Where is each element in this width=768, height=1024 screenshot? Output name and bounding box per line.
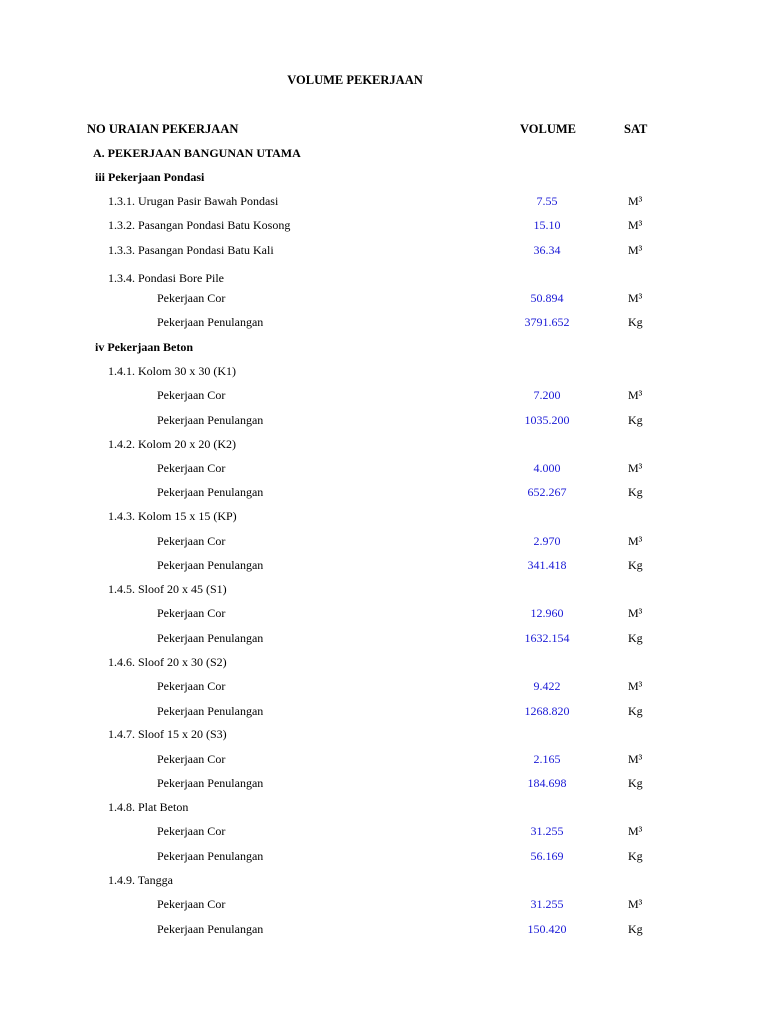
table-row xyxy=(0,582,768,600)
unit-value: Kg xyxy=(628,413,643,427)
work-item-label: Pekerjaan Cor xyxy=(157,752,226,766)
table-row xyxy=(0,509,768,527)
volume-value: 12.960 xyxy=(530,606,564,620)
unit-value: M³ xyxy=(628,194,643,208)
table-row xyxy=(0,388,768,406)
work-item-label: 1.4.3. Kolom 15 x 15 (KP) xyxy=(108,509,237,523)
work-item-label: Pekerjaan Cor xyxy=(157,461,226,475)
volume-value: 652.267 xyxy=(527,485,567,499)
work-item-label: Pekerjaan Penulangan xyxy=(157,922,264,936)
unit-value: M³ xyxy=(628,388,643,402)
table-row xyxy=(0,194,768,212)
table-row xyxy=(0,340,768,358)
group-heading: iv Pekerjaan Beton xyxy=(95,340,193,354)
table-row xyxy=(0,752,768,770)
table-row xyxy=(0,606,768,624)
work-item-label: Pekerjaan Cor xyxy=(157,388,226,402)
table-row xyxy=(0,437,768,455)
volume-value: 31.255 xyxy=(530,897,564,911)
work-item-label: Pekerjaan Cor xyxy=(157,824,226,838)
table-row xyxy=(0,727,768,745)
work-item-label: Pekerjaan Cor xyxy=(157,679,226,693)
table-row xyxy=(0,655,768,673)
unit-value: Kg xyxy=(628,704,643,718)
work-item-label: 1.4.9. Tangga xyxy=(108,873,173,887)
table-row xyxy=(0,170,768,188)
table-row xyxy=(0,461,768,479)
work-item-label: 1.3.2. Pasangan Pondasi Batu Kosong xyxy=(108,218,291,232)
unit-value: M³ xyxy=(628,461,643,475)
volume-value: 150.420 xyxy=(527,922,567,936)
table-row xyxy=(0,485,768,503)
unit-value: M³ xyxy=(628,243,643,257)
table-row xyxy=(0,534,768,552)
header-no-uraian: NO URAIAN PEKERJAAN xyxy=(87,122,239,136)
section-heading: A. PEKERJAAN BANGUNAN UTAMA xyxy=(93,146,301,160)
header-satuan: SAT xyxy=(624,122,648,136)
table-row xyxy=(0,218,768,236)
work-item-label: Pekerjaan Penulangan xyxy=(157,776,264,790)
volume-value: 9.422 xyxy=(533,679,561,693)
volume-value: 3791.652 xyxy=(524,315,570,329)
header-volume: VOLUME xyxy=(520,122,576,136)
table-row xyxy=(0,271,768,289)
table-row xyxy=(0,364,768,382)
unit-value: M³ xyxy=(628,897,643,911)
work-item-label: Pekerjaan Penulangan xyxy=(157,485,264,499)
volume-value: 1268.820 xyxy=(524,704,570,718)
table-row xyxy=(0,631,768,649)
unit-value: Kg xyxy=(628,558,643,572)
document-title: VOLUME PEKERJAAN xyxy=(287,73,423,87)
work-item-label: 1.3.1. Urugan Pasir Bawah Pondasi xyxy=(108,194,279,208)
unit-value: Kg xyxy=(628,849,643,863)
work-item-label: Pekerjaan Penulangan xyxy=(157,849,264,863)
table-row xyxy=(0,849,768,867)
work-item-label: 1.4.7. Sloof 15 x 20 (S3) xyxy=(108,727,227,741)
group-heading: iii Pekerjaan Pondasi xyxy=(95,170,205,184)
work-item-label: Pekerjaan Penulangan xyxy=(157,631,264,645)
table-row xyxy=(0,558,768,576)
unit-value: Kg xyxy=(628,776,643,790)
table-row xyxy=(0,413,768,431)
volume-value: 56.169 xyxy=(530,849,564,863)
table-row xyxy=(0,704,768,722)
volume-value: 7.200 xyxy=(533,388,561,402)
table-row xyxy=(0,291,768,309)
work-item-label: 1.3.4. Pondasi Bore Pile xyxy=(108,271,224,285)
volume-value: 4.000 xyxy=(533,461,561,475)
volume-value: 31.255 xyxy=(530,824,564,838)
table-row xyxy=(0,824,768,842)
work-item-label: 1.4.8. Plat Beton xyxy=(108,800,189,814)
table-row xyxy=(0,679,768,697)
unit-value: M³ xyxy=(628,606,643,620)
volume-value: 1632.154 xyxy=(524,631,570,645)
volume-value: 184.698 xyxy=(527,776,567,790)
work-item-label: Pekerjaan Penulangan xyxy=(157,558,264,572)
volume-value: 2.165 xyxy=(533,752,561,766)
unit-value: M³ xyxy=(628,824,643,838)
volume-value: 1035.200 xyxy=(524,413,570,427)
work-item-label: Pekerjaan Cor xyxy=(157,291,226,305)
unit-value: M³ xyxy=(628,752,643,766)
work-item-label: Pekerjaan Cor xyxy=(157,534,226,548)
volume-value: 2.970 xyxy=(533,534,561,548)
unit-value: M³ xyxy=(628,218,643,232)
work-item-label: Pekerjaan Penulangan xyxy=(157,704,264,718)
volume-value: 50.894 xyxy=(530,291,564,305)
table-row xyxy=(0,243,768,261)
unit-value: M³ xyxy=(628,291,643,305)
volume-value: 15.10 xyxy=(533,218,561,232)
work-item-label: 1.4.5. Sloof 20 x 45 (S1) xyxy=(108,582,227,596)
work-item-label: 1.4.6. Sloof 20 x 30 (S2) xyxy=(108,655,227,669)
table-row xyxy=(0,897,768,915)
work-item-label: 1.4.2. Kolom 20 x 20 (K2) xyxy=(108,437,236,451)
work-item-label: Pekerjaan Cor xyxy=(157,897,226,911)
work-item-label: Pekerjaan Penulangan xyxy=(157,315,264,329)
table-row xyxy=(0,146,768,164)
work-item-label: Pekerjaan Cor xyxy=(157,606,226,620)
unit-value: Kg xyxy=(628,922,643,936)
work-item-label: 1.4.1. Kolom 30 x 30 (K1) xyxy=(108,364,236,378)
table-row xyxy=(0,315,768,333)
unit-value: M³ xyxy=(628,679,643,693)
table-row xyxy=(0,800,768,818)
table-row xyxy=(0,873,768,891)
unit-value: Kg xyxy=(628,631,643,645)
work-item-label: 1.3.3. Pasangan Pondasi Batu Kali xyxy=(108,243,274,257)
volume-value: 341.418 xyxy=(527,558,567,572)
volume-value: 7.55 xyxy=(536,194,558,208)
unit-value: Kg xyxy=(628,315,643,329)
unit-value: M³ xyxy=(628,534,643,548)
volume-value: 36.34 xyxy=(533,243,561,257)
work-item-label: Pekerjaan Penulangan xyxy=(157,413,264,427)
table-row xyxy=(0,922,768,940)
unit-value: Kg xyxy=(628,485,643,499)
table-row xyxy=(0,776,768,794)
